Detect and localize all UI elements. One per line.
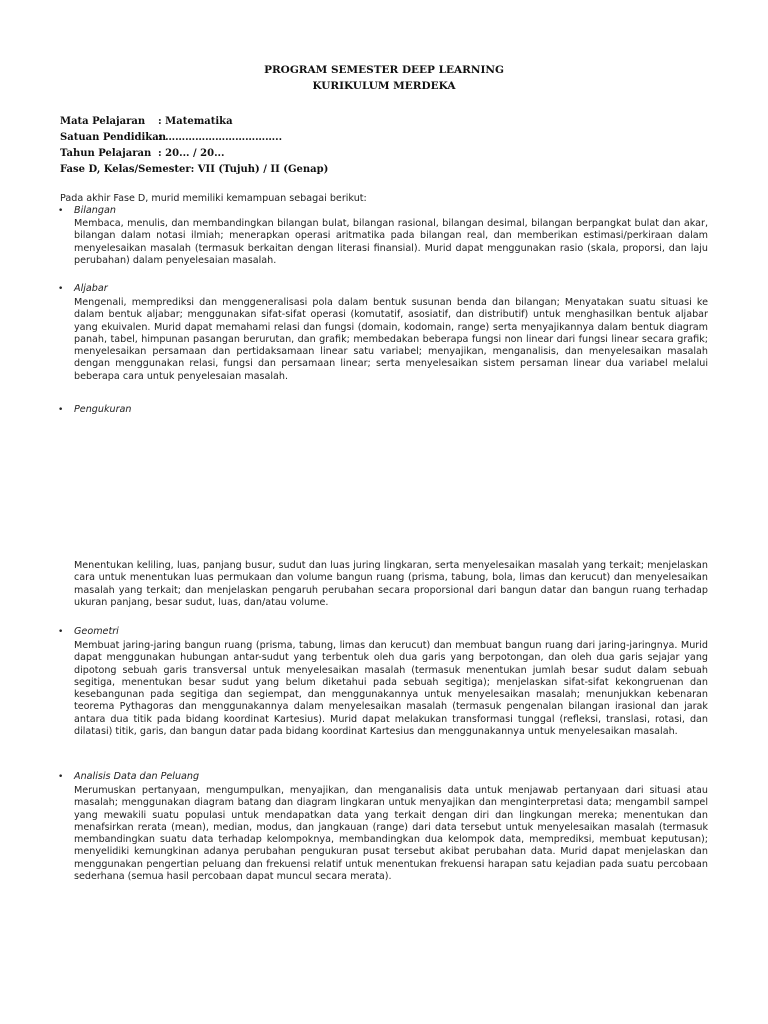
info-satuan-value: : …………………………….. xyxy=(158,132,283,143)
info-mapel-value: : Matematika xyxy=(158,116,233,127)
bullet-pengukuran: • xyxy=(58,405,64,415)
info-mapel-label: Mata Pelajaran xyxy=(60,116,146,127)
heading-geometri: Geometri xyxy=(74,626,119,637)
info-tahun-value: : 20... / 20... xyxy=(158,148,225,159)
bullet-geometri: • xyxy=(58,627,64,637)
info-fase: Fase D, Kelas/Semester: VII (Tujuh) / II (Genap) xyxy=(60,164,329,175)
text-analisis: Merumuskan pertanyaan, mengumpulkan, menyajikan, dan menganalisis data untuk menjawab pertanyaan dari situasi atau masalah; menggunakan diagram batang dan diagram lingkaran untuk menyajikan dan menginterpretasi data; mengambil sampel yang mewakili suatu populasi untuk mendapatkan data yang terkait dengan diri dan lingkungan mereka; menentukan dan menafsirkan rerata (mean), median, modus, dan jangkauan (range) dari data tersebut untuk menyelesaikan masalah (termasuk membandingkan suatu data terhadap kelompoknya, membandingkan dua kelompok data, memprediksi, membuat keputusan); menyelidiki kemungkinan adanya perubahan pengukuran pusat tersebut akibat perubahan data. Murid dapat menjelaskan dan menggunakan pengertian peluang dan frekuensi relatif untuk menentukan frekuensi harapan satu kejadian pada suatu percobaan sederhana (semua hasil percobaan dapat muncul secara merata). xyxy=(74,785,708,882)
bullet-analisis: • xyxy=(58,772,64,782)
bullet-bilangan: • xyxy=(58,206,64,216)
info-tahun xyxy=(60,148,225,159)
info-satuan xyxy=(60,132,282,143)
info-tahun-label: Tahun Pelajaran xyxy=(60,148,152,159)
heading-analisis: Analisis Data dan Peluang xyxy=(74,771,200,782)
heading-aljabar: Aljabar xyxy=(74,283,108,294)
text-bilangan: Membaca, menulis, dan membandingkan bilangan bulat, bilangan rasional, bilangan desimal, bilangan berpangkat bulat dan akar, bilangan dalam notasi ilmiah; menerapkan operasi aritmatika pada bilangan real, dan memberikan estimasi/perkiraan dalam menyelesaikan masalah (termasuk berkaitan dengan literasi finansial). Murid dapat menggunakan rasio (skala, proporsi, dan laju perubahan) dalam penyelesaian masalah. xyxy=(74,218,708,266)
document-title: PROGRAM SEMESTER DEEP LEARNING xyxy=(264,64,504,76)
bullet-aljabar: • xyxy=(58,284,64,294)
heading-bilangan: Bilangan xyxy=(74,205,116,216)
text-geometri: Membuat jaring-jaring bangun ruang (prisma, tabung, limas dan kerucut) dan membuat bangun ruang dari jaring-jaringnya. Murid dapat menggunakan hubungan antar-sudut yang terbentuk oleh dua garis yang berpotongan, dan oleh dua garis sejajar yang dipotong sebuah garis transversal untuk menyelesaikan masalah (termasuk menentukan jumlah besar sudut dalam sebuah segitiga, menentukan besar sudut yang belum diketahui pada sebuah segitiga); menjelaskan sifat-sifat kekongruenan dan kesebangunan pada segitiga dan segiempat, dan menggunakannya untuk menyelesaikan masalah; menunjukkan kebenaran teorema Pythagoras dan menggunakannya dalam menyelesaikan masalah (termasuk pengenalan bilangan irasional dan jarak antara dua titik pada bidang koordinat Kartesius). Murid dapat melakukan transformasi tunggal (refleksi, translasi, rotasi, dan dilatasi) titik, garis, dan bangun datar pada bidang koordinat Kartesius dan menggunakannya untuk menyelesaikan masalah. xyxy=(74,640,708,737)
info-satuan-label: Satuan Pendidikan xyxy=(60,132,166,143)
text-aljabar: Mengenali, memprediksi dan menggeneralisasi pola dalam bentuk susunan benda dan bilangan; Menyatakan suatu situasi ke dalam bentuk aljabar; menggunakan sifat-sifat operasi (komutatif, asosiatif, dan distributif) untuk menghasilkan bentuk aljabar yang ekuivalen. Murid dapat memahami relasi dan fungsi (domain, kodomain, range) serta menyajikannya dalam bentuk diagram panah, tabel, himpunan pasangan berurutan, dan grafik; membedakan beberapa fungsi non linear dari fungsi linear secara grafik; menyelesaikan persamaan dan pertidaksamaan linear satu variabel; menyajikan, menganalisis, dan menyelesaikan masalah dengan menggunakan relasi, fungsi dan persamaan linear; serta menyelesaikan sistem persaman linear dua variabel melalui beberapa cara untuk penyelesaian masalah. xyxy=(74,297,708,382)
heading-pengukuran: Pengukuran xyxy=(74,404,132,415)
info-mapel xyxy=(60,116,233,127)
document-subtitle: KURIKULUM MERDEKA xyxy=(312,80,456,92)
intro-text: Pada akhir Fase D, murid memiliki kemampuan sebagai berikut: xyxy=(60,193,367,204)
text-pengukuran: Menentukan keliling, luas, panjang busur, sudut dan luas juring lingkaran, serta menyelesaikan masalah yang terkait; menjelaskan cara untuk menentukan luas permukaan dan volume bangun ruang (prisma, tabung, bola, limas dan kerucut) dan menyelesaikan masalah yang terkait; dan menjelaskan pengaruh perubahan secara proporsional dari bangun datar dan bangun ruang terhadap ukuran panjang, besar sudut, luas, dan/atau volume. xyxy=(74,560,708,608)
